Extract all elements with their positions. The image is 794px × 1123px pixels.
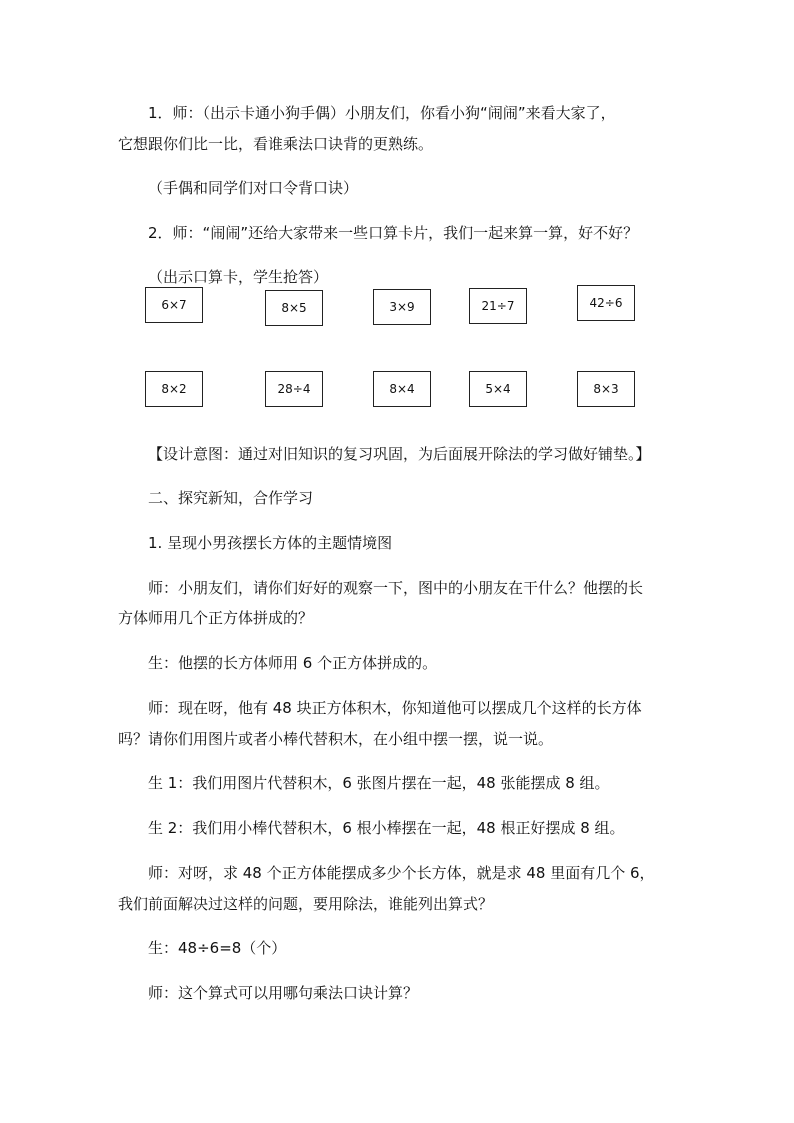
paragraph-line: 我们前面解决过这样的问题，要用除法，谁能列出算式？ <box>118 895 494 913</box>
paragraph-line: 1. 呈现小男孩摆长方体的主题情境图 <box>148 534 393 552</box>
flash-card: 8×2 <box>145 371 203 407</box>
paragraph-line: （手偶和同学们对口令背口诀） <box>148 179 359 197</box>
paragraph-line: 生：48÷6=8（个） <box>148 939 287 957</box>
paragraph-line: 1．师：（出示卡通小狗手偶）小朋友们，你看小狗“闹闹”来看大家了， <box>148 104 616 122</box>
flash-card: 21÷7 <box>469 288 527 324</box>
flash-card: 8×3 <box>577 371 635 407</box>
flash-card: 28÷4 <box>265 371 323 407</box>
paragraph-line: 生 1：我们用图片代替积木，6 张图片摆在一起，48 张能摆成 8 组。 <box>148 774 610 792</box>
paragraph-line: 师：小朋友们，请你们好好的观察一下，图中的小朋友在干什么？他摆的长 <box>148 579 644 597</box>
flash-card: 3×9 <box>373 289 431 325</box>
paragraph-line: 吗？请你们用图片或者小棒代替积木，在小组中摆一摆，说一说。 <box>118 730 554 748</box>
paragraph-line: 师：对呀，求 48 个正方体能摆成多少个长方体，就是求 48 里面有几个 6， <box>148 864 655 882</box>
paragraph-line: 师：这个算式可以用哪句乘法口诀计算？ <box>148 984 419 1002</box>
paragraph-line: 生 2：我们用小棒代替积木，6 根小棒摆在一起，48 根正好摆成 8 组。 <box>148 819 625 837</box>
flash-card: 42÷6 <box>577 285 635 321</box>
paragraph-line: 2．师：“闹闹”还给大家带来一些口算卡片，我们一起来算一算，好不好？ <box>148 224 639 242</box>
flash-card: 8×5 <box>265 290 323 326</box>
paragraph-line: 它想跟你们比一比，看谁乘法口诀背的更熟练。 <box>118 135 434 153</box>
paragraph-line: 师：现在呀，他有 48 块正方体积木，你知道他可以摆成几个这样的长方体 <box>148 699 642 717</box>
paragraph-line: 方体师用几个正方体拼成的？ <box>118 609 314 627</box>
design-intent-note: 【设计意图：通过对旧知识的复习巩固，为后面展开除法的学习做好铺垫。】 <box>148 445 651 463</box>
flash-card: 5×4 <box>469 371 527 407</box>
section-heading: 二、探究新知，合作学习 <box>148 489 314 507</box>
flash-card: 8×4 <box>373 371 431 407</box>
flash-card: 6×7 <box>145 287 203 323</box>
paragraph-line: 生：他摆的长方体师用 6 个正方体拼成的。 <box>148 654 438 672</box>
paragraph-line: （出示口算卡，学生抢答） <box>148 268 329 286</box>
